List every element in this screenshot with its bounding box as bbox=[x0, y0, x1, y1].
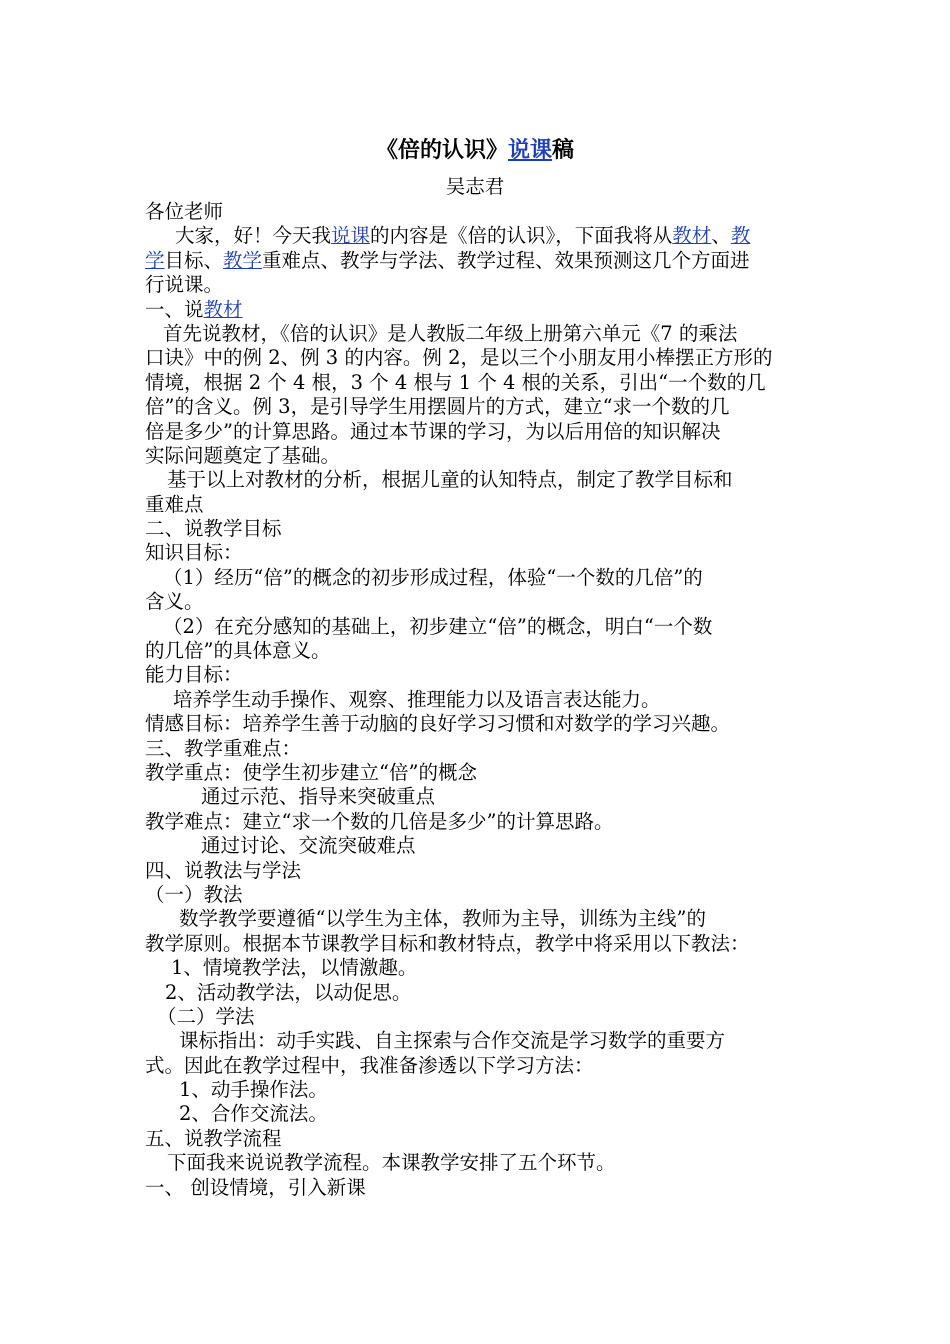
text-line bbox=[145, 273, 813, 297]
document-body bbox=[145, 200, 813, 1200]
text-segment: 情感目标：培养学生善于动脑的良好学习习惯和对数学的学习兴趣。 bbox=[145, 712, 731, 736]
author-name: 吴志君 bbox=[445, 175, 505, 198]
text-line bbox=[145, 1005, 813, 1029]
text-segment: 首先说教材，《倍的认识》是人教版二年级上册第六单元《7 的乘法 bbox=[163, 321, 738, 345]
text-line bbox=[145, 468, 813, 492]
text-segment: （2）在充分感知的基础上，初步建立“倍”的概念，明白“一个数 bbox=[163, 614, 713, 638]
text-segment: 倍”的含义。例 3，是引导学生用摆圆片的方式，建立“求一个数的几 bbox=[145, 395, 730, 419]
text-line bbox=[145, 639, 813, 663]
text-line bbox=[145, 1176, 813, 1200]
text-line bbox=[145, 249, 813, 273]
text-segment: 、 bbox=[711, 224, 731, 248]
title-text-end: 稿 bbox=[552, 137, 575, 163]
text-line bbox=[145, 517, 813, 541]
text-line bbox=[145, 810, 813, 834]
inline-link[interactable]: 教 bbox=[730, 224, 751, 248]
text-segment: 数学教学要遵循“以学生为主体，教师为主导，训练为主线”的 bbox=[179, 907, 706, 931]
text-line bbox=[145, 1127, 813, 1151]
text-line bbox=[145, 346, 813, 370]
text-segment: 二、说教学目标 bbox=[145, 517, 282, 541]
text-line bbox=[145, 883, 813, 907]
text-segment: 知识目标： bbox=[145, 541, 243, 565]
text-segment: 含义。 bbox=[145, 590, 204, 614]
text-line bbox=[145, 200, 813, 224]
text-line bbox=[145, 395, 813, 419]
text-segment: 倍是多少”的计算思路。通过本节课的学习，为以后用倍的知识解决 bbox=[145, 419, 721, 443]
text-segment: 通过讨论、交流突破难点 bbox=[201, 834, 416, 858]
text-line bbox=[145, 590, 813, 614]
text-segment: （二）学法 bbox=[157, 1004, 255, 1028]
text-line bbox=[145, 444, 813, 468]
text-line bbox=[145, 712, 813, 736]
text-segment: 一、 创设情境，引入新课 bbox=[145, 1175, 366, 1199]
text-segment: 式。因此在教学过程中，我准备渗透以下学习方法： bbox=[145, 1053, 594, 1077]
text-line bbox=[145, 663, 813, 687]
text-line bbox=[145, 1029, 813, 1053]
text-segment: 行说课。 bbox=[145, 273, 224, 297]
text-line bbox=[145, 785, 813, 809]
text-segment: 目标、 bbox=[164, 248, 224, 272]
text-segment: 口诀》中的例 2、例 3 的内容。例 2，是以三个小朋友用小棒摆正方形的 bbox=[145, 346, 773, 370]
document-title bbox=[0, 136, 950, 164]
text-line bbox=[145, 907, 813, 931]
inline-link[interactable]: 说课 bbox=[331, 224, 371, 248]
text-segment: 课标指出：动手实践、自主探索与合作交流是学习数学的重要方 bbox=[179, 1029, 726, 1053]
text-segment: 的内容是《倍的认识》，下面我将从 bbox=[370, 224, 673, 248]
text-line bbox=[145, 298, 813, 322]
text-segment: 实际问题奠定了基础。 bbox=[145, 443, 341, 467]
text-segment: （1）经历“倍”的概念的初步形成过程，体验“一个数的几倍”的 bbox=[163, 565, 703, 589]
text-segment: 三、教学重难点： bbox=[145, 736, 302, 760]
text-segment: 基于以上对教材的分析，根据儿童的认知特点，制定了教学目标和 bbox=[167, 468, 733, 492]
text-segment: 情境，根据 2 个 4 根，3 个 4 根与 1 个 4 根的关系，引出“一个数的几 bbox=[145, 370, 766, 394]
text-line bbox=[145, 956, 813, 980]
text-line bbox=[145, 541, 813, 565]
title-text: 《倍的认识》 bbox=[375, 137, 508, 163]
text-segment: 培养学生动手操作、观察、推理能力以及语言表达能力。 bbox=[173, 687, 661, 711]
text-segment: 2、活动教学法，以动促思。 bbox=[165, 980, 412, 1004]
text-line bbox=[145, 761, 813, 785]
text-line bbox=[145, 859, 813, 883]
text-segment: 下面我来说说教学流程。本课教学安排了五个环节。 bbox=[167, 1151, 616, 1175]
text-segment: 大家，好！今天我 bbox=[175, 224, 332, 248]
text-line bbox=[145, 1151, 813, 1175]
text-segment: 教学原则。根据本节课教学目标和教材特点，教学中将采用以下教法： bbox=[145, 931, 750, 955]
text-line bbox=[145, 224, 813, 248]
text-line bbox=[145, 371, 813, 395]
inline-link[interactable]: 学 bbox=[145, 248, 165, 272]
text-line bbox=[145, 322, 813, 346]
text-segment: 各位老师 bbox=[145, 200, 224, 223]
text-line bbox=[145, 981, 813, 1005]
text-line bbox=[145, 615, 813, 639]
text-line bbox=[145, 1102, 813, 1126]
text-segment: 2、合作交流法。 bbox=[179, 1102, 328, 1126]
inline-link[interactable]: 教材 bbox=[672, 224, 712, 248]
text-segment: 一、说 bbox=[145, 297, 204, 321]
text-segment: 重难点、教学与学法、教学过程、效果预测这几个方面进 bbox=[262, 248, 750, 272]
text-segment: 教学重点：使学生初步建立“倍”的概念 bbox=[145, 760, 477, 784]
title-link[interactable]: 说课 bbox=[507, 137, 552, 163]
text-line bbox=[145, 737, 813, 761]
text-line bbox=[145, 566, 813, 590]
text-segment: 重难点 bbox=[145, 492, 204, 516]
inline-link[interactable]: 教学 bbox=[223, 248, 263, 272]
text-line bbox=[145, 688, 813, 712]
text-segment: （一）教法 bbox=[145, 882, 243, 906]
text-line bbox=[145, 493, 813, 517]
inline-link[interactable]: 教材 bbox=[203, 297, 243, 321]
text-segment: 的几倍”的具体意义。 bbox=[145, 639, 331, 663]
text-segment: 四、说教法与学法 bbox=[145, 858, 302, 882]
text-segment: 1、动手操作法。 bbox=[179, 1078, 328, 1102]
text-line bbox=[145, 1054, 813, 1078]
text-segment: 通过示范、指导来突破重点 bbox=[201, 785, 436, 809]
text-line bbox=[145, 1078, 813, 1102]
text-segment: 五、说教学流程 bbox=[145, 1126, 282, 1150]
text-segment: 能力目标： bbox=[145, 663, 243, 687]
text-line bbox=[145, 420, 813, 444]
text-line bbox=[145, 834, 813, 858]
text-segment: 1、情境教学法，以情激趣。 bbox=[171, 956, 418, 980]
text-line bbox=[145, 932, 813, 956]
text-segment: 教学难点：建立“求一个数的几倍是多少”的计算思路。 bbox=[145, 809, 614, 833]
